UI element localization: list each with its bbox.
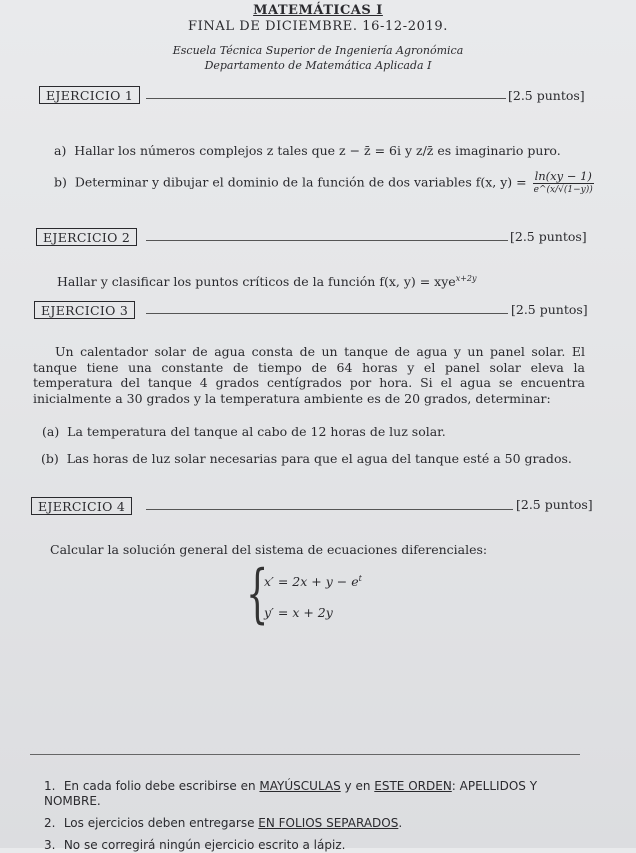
exercise-3b-prefix: (b) xyxy=(41,451,59,466)
exercise-4-rule xyxy=(146,509,513,510)
exercise-1b-fraction xyxy=(533,170,594,196)
exercise-1a-prefix: a) xyxy=(54,143,67,158)
exercise-2-label: EJERCICIO 2 xyxy=(36,228,137,246)
note-3 xyxy=(44,838,345,853)
footer-divider xyxy=(30,754,580,755)
note-3-text: No se corregirá ningún ejercicio escrito a lápiz. xyxy=(63,838,346,852)
note-1 xyxy=(44,779,584,809)
equation-1-body: x′ = 2x + y − e xyxy=(264,574,359,590)
exercise-3-label: EJERCICIO 3 xyxy=(34,301,135,319)
exercise-2-exponent: x+2y xyxy=(455,274,477,283)
exercise-4-label: EJERCICIO 4 xyxy=(31,497,132,515)
note-2-number: 2. xyxy=(44,816,56,830)
exam-title: MATEMÁTICAS I xyxy=(253,3,383,18)
note-2-post: . xyxy=(398,816,403,830)
exercise-1a-text: Hallar los números complejos z tales que z − z̄ = 6i y z/z̄ es imaginario puro. xyxy=(74,143,561,158)
exercise-1-points: [2.5 puntos] xyxy=(508,88,585,103)
note-1-underlined-2: ESTE ORDEN xyxy=(374,779,452,793)
exercise-4-points: [2.5 puntos] xyxy=(516,497,593,512)
exercise-3a-prefix: (a) xyxy=(42,424,60,439)
exercise-3a-text: La temperatura del tanque al cabo de 12 horas de luz solar. xyxy=(67,424,446,439)
note-2-underlined: EN FOLIOS SEPARADOS xyxy=(258,816,399,830)
exercise-2-text: Hallar y clasificar los puntos críticos de la función f(x, y) = xye xyxy=(57,274,456,290)
exercise-2-statement xyxy=(57,271,477,289)
exercise-1-rule xyxy=(146,98,506,99)
note-1-underlined-1: MAYÚSCULAS xyxy=(259,779,341,793)
exercise-1-label: EJERCICIO 1 xyxy=(39,86,140,104)
note-3-number: 3. xyxy=(44,838,56,852)
note-2 xyxy=(44,816,402,831)
note-1-pre: En cada folio debe escribirse en xyxy=(63,779,260,793)
system-brace: { xyxy=(246,557,269,631)
exercise-3b-text: Las horas de luz solar necesarias para que el agua del tanque esté a 50 grados. xyxy=(66,451,572,466)
exercise-3a xyxy=(42,424,446,439)
exam-subtitle: FINAL DE DICIEMBRE. 16-12-2019. xyxy=(188,19,448,34)
note-1-number: 1. xyxy=(44,779,56,793)
note-2-pre: Los ejercicios deben entregarse xyxy=(63,816,259,830)
fraction-denominator: e^(x/√(1−y)) xyxy=(533,185,593,195)
note-1-post: : APELLIDOS Y NOMBRE. xyxy=(44,779,538,808)
equation-1 xyxy=(264,571,362,589)
exercise-3b xyxy=(41,451,572,466)
equation-2: y′ = x + 2y xyxy=(264,605,333,620)
exercise-3-points: [2.5 puntos] xyxy=(511,302,588,317)
note-1-mid: y en xyxy=(340,779,375,793)
exercise-4-text: Calcular la solución general del sistema de ecuaciones diferenciales: xyxy=(50,542,488,557)
department-name: Departamento de Matemática Aplicada I xyxy=(204,59,432,72)
fraction-numerator: ln(xy − 1) xyxy=(534,169,592,183)
exercise-2-points: [2.5 puntos] xyxy=(510,229,587,244)
exercise-1b-text: Determinar y dibujar el dominio de la función de dos variables f(x, y) = xyxy=(74,174,527,190)
exercise-1a xyxy=(54,143,561,158)
exercise-2-rule xyxy=(146,240,508,241)
exercise-3-paragraph: Un calentador solar de agua consta de un tanque de agua y un panel solar. El tanque tiene una constante de tiempo de 64 horas y el panel solar eleva la temperatura del tanque 4 grados centígrados por hora. Si el agua se encuentra inicialmente a 30 grados y la temperatura ambiente es de 20 grados, determinar: xyxy=(33,344,585,406)
exercise-1b-prefix: b) xyxy=(54,174,67,190)
equation-1-exponent: t xyxy=(358,574,362,583)
exercise-1b xyxy=(54,170,596,196)
exercise-3-rule xyxy=(146,313,508,314)
school-name: Escuela Técnica Superior de Ingeniería Agronómica xyxy=(172,44,464,57)
